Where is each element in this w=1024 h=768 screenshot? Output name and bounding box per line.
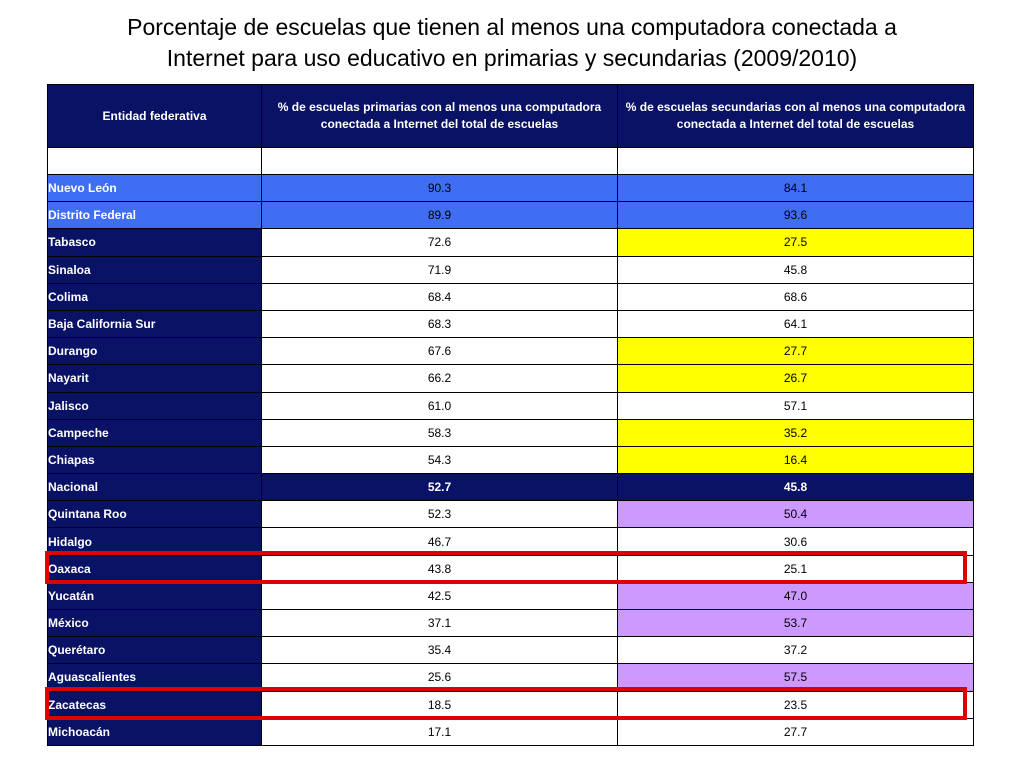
- table-row: [48, 283, 974, 310]
- table-row: [48, 610, 974, 637]
- secondary-value-cell: 45.8: [618, 474, 974, 501]
- schools-internet-table: [47, 84, 974, 746]
- table-row: [48, 256, 974, 283]
- entity-cell: Hidalgo: [48, 528, 262, 555]
- secondary-value-cell: 57.5: [618, 664, 974, 691]
- header-secondary: % de escuelas secundarias con al menos una computadora conectada a Internet del total de escuelas: [618, 85, 974, 148]
- table-row: [48, 229, 974, 256]
- table-row: [48, 528, 974, 555]
- entity-cell: Querétaro: [48, 637, 262, 664]
- table-row: [48, 637, 974, 664]
- secondary-value-cell: 84.1: [618, 175, 974, 202]
- entity-cell: Colima: [48, 283, 262, 310]
- table-row: [48, 365, 974, 392]
- entity-cell: Tabasco: [48, 229, 262, 256]
- secondary-value-cell: 16.4: [618, 446, 974, 473]
- table-row: [48, 202, 974, 229]
- entity-cell: Distrito Federal: [48, 202, 262, 229]
- primary-value-cell: 71.9: [262, 256, 618, 283]
- secondary-value-cell: 37.2: [618, 637, 974, 664]
- table-row: [48, 419, 974, 446]
- secondary-value-cell: 27.5: [618, 229, 974, 256]
- entity-cell: Aguascalientes: [48, 664, 262, 691]
- entity-cell: Campeche: [48, 419, 262, 446]
- table-row: [48, 474, 974, 501]
- entity-cell: México: [48, 610, 262, 637]
- secondary-value-cell: 35.2: [618, 419, 974, 446]
- secondary-value-cell: 47.0: [618, 582, 974, 609]
- secondary-value-cell: 23.5: [618, 691, 974, 718]
- entity-cell: Sinaloa: [48, 256, 262, 283]
- primary-value-cell: 52.7: [262, 474, 618, 501]
- primary-value-cell: 18.5: [262, 691, 618, 718]
- table-row: [48, 175, 974, 202]
- entity-cell: Michoacán: [48, 718, 262, 745]
- entity-cell: Yucatán: [48, 582, 262, 609]
- header-entity: Entidad federativa: [48, 85, 262, 148]
- primary-value-cell: 52.3: [262, 501, 618, 528]
- secondary-value-cell: 64.1: [618, 310, 974, 337]
- entity-cell: Oaxaca: [48, 555, 262, 582]
- table-row: [48, 392, 974, 419]
- secondary-value-cell: 30.6: [618, 528, 974, 555]
- table-row: [48, 501, 974, 528]
- secondary-value-cell: 25.1: [618, 555, 974, 582]
- primary-value-cell: 17.1: [262, 718, 618, 745]
- secondary-value-cell: 68.6: [618, 283, 974, 310]
- table-row: [48, 582, 974, 609]
- title-line-1: Porcentaje de escuelas que tienen al menos una computadora conectada a: [127, 14, 897, 40]
- blank-cell-primary: [262, 148, 618, 175]
- entity-cell: Quintana Roo: [48, 501, 262, 528]
- secondary-value-cell: 50.4: [618, 501, 974, 528]
- table-row: [48, 310, 974, 337]
- table-row: [48, 664, 974, 691]
- primary-value-cell: 54.3: [262, 446, 618, 473]
- table-header-row: [48, 85, 974, 148]
- title-line-2: Internet para uso educativo en primarias y secundarias (2009/2010): [166, 45, 858, 71]
- table-row: [48, 446, 974, 473]
- entity-cell: Nayarit: [48, 365, 262, 392]
- primary-value-cell: 66.2: [262, 365, 618, 392]
- primary-value-cell: 68.3: [262, 310, 618, 337]
- entity-cell: Nacional: [48, 474, 262, 501]
- primary-value-cell: 89.9: [262, 202, 618, 229]
- blank-cell-secondary: [618, 148, 974, 175]
- primary-value-cell: 35.4: [262, 637, 618, 664]
- primary-value-cell: 67.6: [262, 338, 618, 365]
- primary-value-cell: 61.0: [262, 392, 618, 419]
- secondary-value-cell: 93.6: [618, 202, 974, 229]
- primary-value-cell: 43.8: [262, 555, 618, 582]
- secondary-value-cell: 27.7: [618, 718, 974, 745]
- primary-value-cell: 58.3: [262, 419, 618, 446]
- table-row: [48, 555, 974, 582]
- secondary-value-cell: 45.8: [618, 256, 974, 283]
- entity-cell: Baja California Sur: [48, 310, 262, 337]
- entity-cell: Chiapas: [48, 446, 262, 473]
- table-body: [48, 148, 974, 746]
- primary-value-cell: 37.1: [262, 610, 618, 637]
- primary-value-cell: 68.4: [262, 283, 618, 310]
- entity-cell: Zacatecas: [48, 691, 262, 718]
- primary-value-cell: 46.7: [262, 528, 618, 555]
- header-primary: % de escuelas primarias con al menos una computadora conectada a Internet del total de escuelas: [262, 85, 618, 148]
- primary-value-cell: 72.6: [262, 229, 618, 256]
- table-row: [48, 691, 974, 718]
- table-row: [48, 718, 974, 745]
- page-title: [0, 12, 1024, 74]
- secondary-value-cell: 53.7: [618, 610, 974, 637]
- entity-cell: Jalisco: [48, 392, 262, 419]
- entity-cell: Nuevo León: [48, 175, 262, 202]
- secondary-value-cell: 26.7: [618, 365, 974, 392]
- blank-cell-entity: [48, 148, 262, 175]
- table-row: [48, 338, 974, 365]
- primary-value-cell: 25.6: [262, 664, 618, 691]
- secondary-value-cell: 27.7: [618, 338, 974, 365]
- entity-cell: Durango: [48, 338, 262, 365]
- primary-value-cell: 90.3: [262, 175, 618, 202]
- secondary-value-cell: 57.1: [618, 392, 974, 419]
- blank-row: [48, 148, 974, 175]
- primary-value-cell: 42.5: [262, 582, 618, 609]
